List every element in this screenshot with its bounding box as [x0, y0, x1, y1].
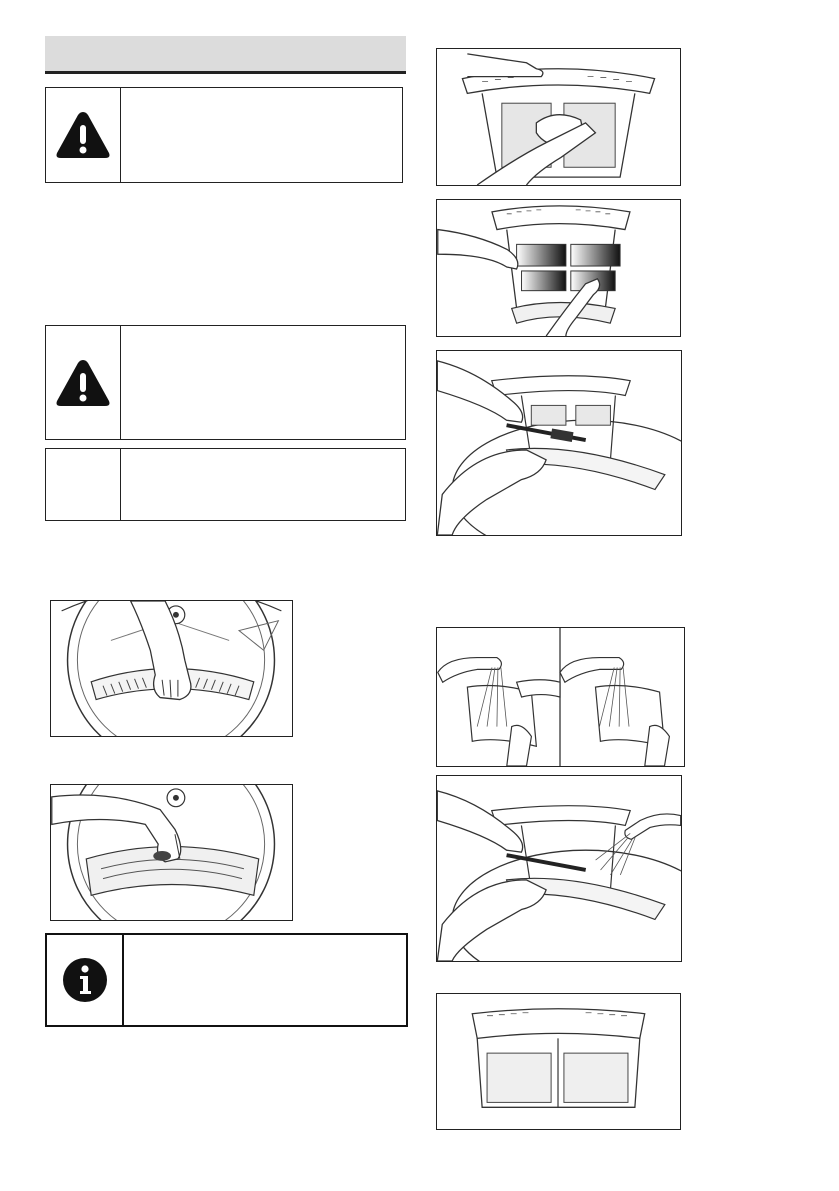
filter-rinse-illustration: [436, 627, 685, 767]
warning-box-2: [45, 325, 406, 440]
info-box: [45, 933, 408, 1027]
lint-filter-wipe-illustration: [436, 48, 681, 186]
info-circle-icon: [60, 955, 110, 1005]
note-box: [45, 448, 406, 521]
lint-filter-open-illustration: [436, 199, 681, 337]
warning-triangle-icon: [55, 109, 111, 161]
filter-rinse-brush-illustration: [436, 775, 682, 962]
drum-filter-slot-illustration: [50, 784, 293, 921]
drum-filter-remove-illustration: [50, 600, 293, 737]
section-header-bar: [45, 36, 406, 74]
warning-triangle-icon: [55, 357, 111, 409]
filter-assembled-illustration: [436, 993, 681, 1130]
warning-box-1: [45, 87, 403, 183]
filter-brush-clean-illustration: [436, 350, 682, 536]
